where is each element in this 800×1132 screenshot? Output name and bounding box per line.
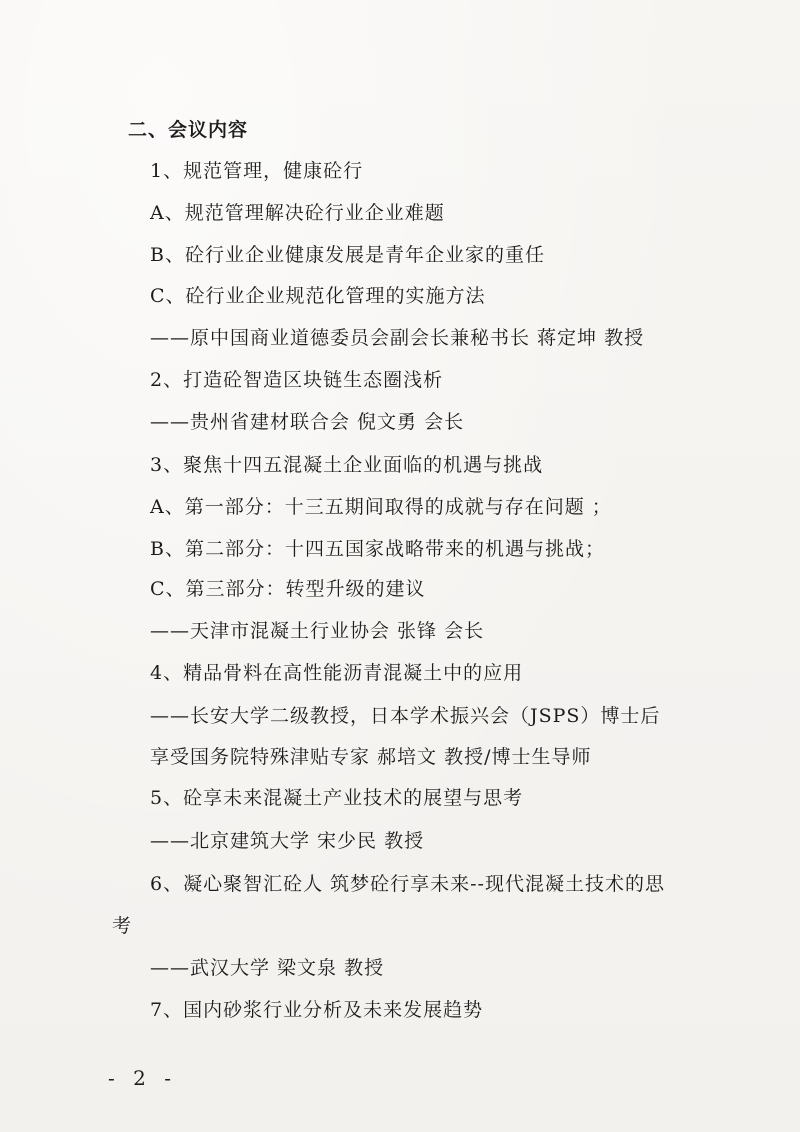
agenda-item-1-speaker: ——原中国商业道德委员会副会长兼秘书长 蒋定坤 教授 [150, 327, 645, 349]
agenda-item-1-point-b: B、砼行业企业健康发展是青年企业家的重任 [150, 244, 545, 266]
section-heading: 二、会议内容 [128, 119, 249, 141]
agenda-item-3-speaker: ——天津市混凝土行业协会 张锋 会长 [150, 620, 485, 642]
agenda-item-3-point-c: C、第三部分：转型升级的建议 [150, 578, 426, 600]
agenda-item-2-speaker: ——贵州省建材联合会 倪文勇 会长 [150, 411, 465, 433]
agenda-item-6-title-cont: 考 [112, 915, 133, 937]
agenda-item-1-point-a: A、规范管理解决砼行业企业难题 [150, 202, 445, 224]
agenda-item-5-title: 5、砼享未来混凝土产业技术的展望与思考 [150, 787, 524, 809]
agenda-item-3-title: 3、聚焦十四五混凝土企业面临的机遇与挑战 [150, 454, 544, 476]
agenda-item-4-speaker: ——长安大学二级教授，日本学术振兴会（JSPS）博士后 [150, 705, 661, 727]
agenda-item-7-title: 7、国内砂浆行业分析及未来发展趋势 [150, 999, 484, 1021]
agenda-item-1-title: 1、规范管理，健康砼行 [150, 160, 364, 182]
agenda-item-5-speaker: ——北京建筑大学 宋少民 教授 [150, 830, 425, 852]
agenda-item-3-point-a: A、第一部分：十三五期间取得的成就与存在问题 ； [150, 496, 612, 518]
agenda-item-4-speaker-cont: 享受国务院特殊津贴专家 郝培文 教授/博士生导师 [150, 746, 592, 768]
agenda-item-6-speaker: ——武汉大学 梁文泉 教授 [150, 957, 385, 979]
agenda-item-3-point-b: B、第二部分：十四五国家战略带来的机遇与挑战； [150, 538, 605, 560]
page-number: - 2 - [108, 1066, 177, 1090]
agenda-item-2-title: 2、打造砼智造区块链生态圈浅析 [150, 369, 444, 391]
agenda-item-4-title: 4、精品骨料在高性能沥青混凝土中的应用 [150, 662, 524, 684]
agenda-item-6-title: 6、凝心聚智汇砼人 筑梦砼行享未来--现代混凝土技术的思 [150, 873, 665, 895]
agenda-item-1-point-c: C、砼行业企业规范化管理的实施方法 [150, 285, 486, 307]
